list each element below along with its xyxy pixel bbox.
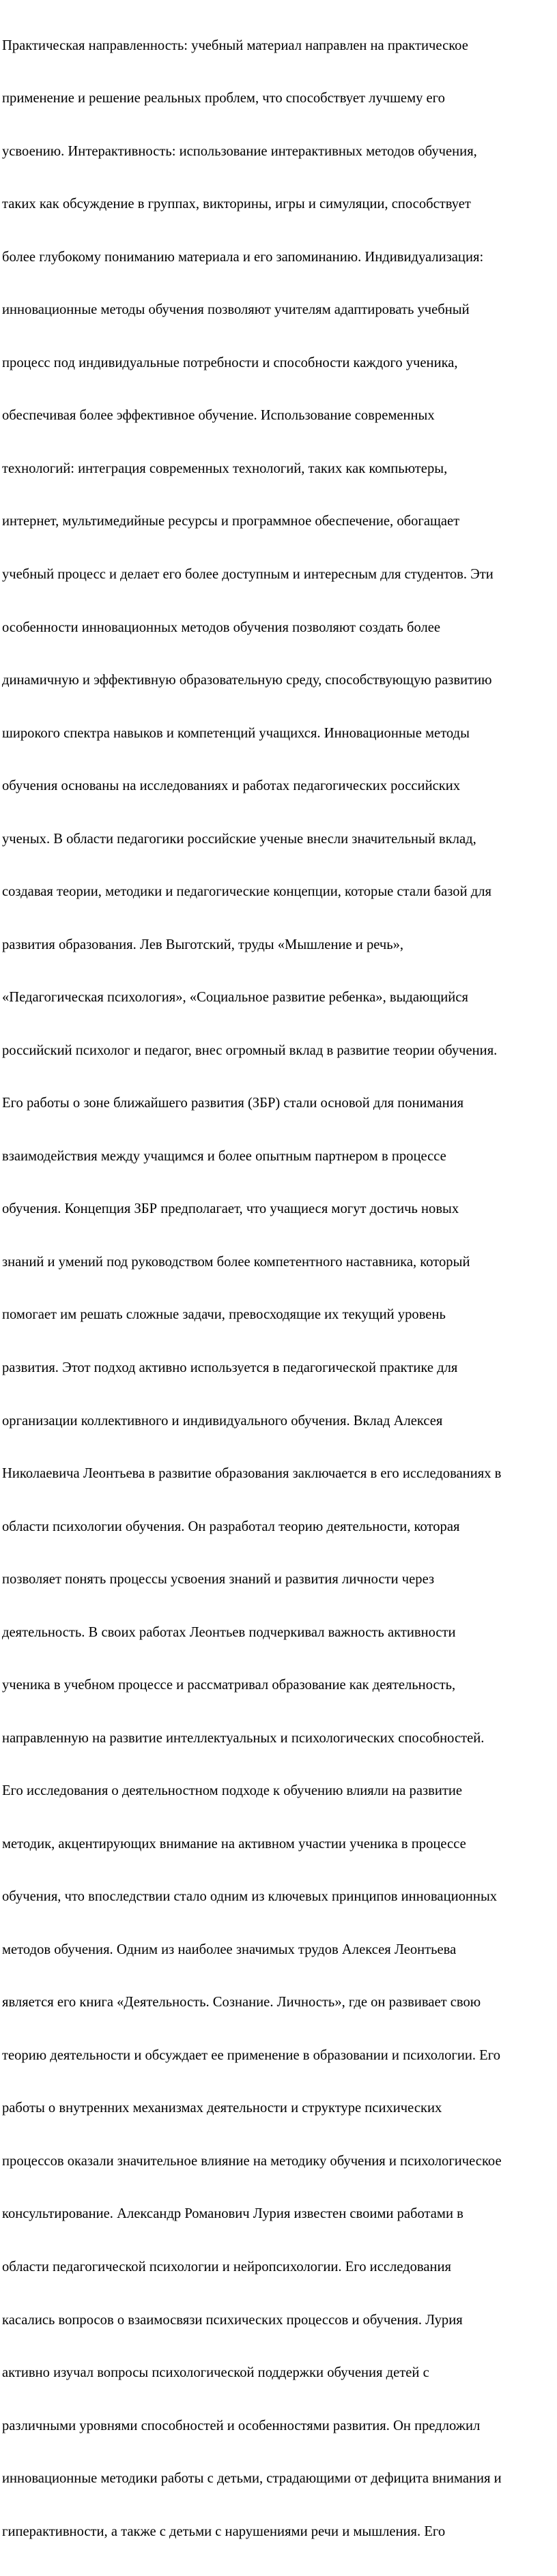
text-line: развития образования. Лев Выготский, труды «Мышление и речь», [2, 937, 404, 952]
text-line: различными уровнями способностей и особенностями развития. Он предложил [2, 2418, 481, 2433]
text-line: создавая теории, методики и педагогические концепции, которые стали базой для [2, 884, 491, 900]
text-line: Практическая направленность: учебный материал направлен на практическое [2, 38, 468, 53]
text-line: методик, акцентирующих внимание на активном участии ученика в процессе [2, 1836, 466, 1852]
body-paragraph [2, 0, 556, 2576]
text-line: Его исследования о деятельностном подходе к обучению влияли на развитие [2, 1783, 463, 1799]
text-line: более глубокому пониманию материала и его запоминанию. Индивидуализация: [2, 249, 484, 265]
text-line: обеспечивая более эффективное обучение. Использование современных [2, 408, 435, 424]
text-line: обучения основаны на исследованиях и работах педагогических российских [2, 778, 461, 794]
text-line: применение и решение реальных проблем, что способствует лучшему его [2, 91, 445, 106]
text-line: инновационные методики работы с детьми, страдающими от дефицита внимания и [2, 2471, 502, 2487]
text-line: Его работы о зоне ближайшего развития (ЗБР) стали основой для понимания [2, 1096, 464, 1111]
text-line: теорию деятельности и обсуждает ее применение в образовании и психологии. Его [2, 2047, 500, 2063]
text-line: процесс под индивидуальные потребности и способности каждого ученика, [2, 355, 458, 370]
text-line: организации коллективного и индивидуального обучения. Вклад Алексея [2, 1413, 443, 1429]
text-line: методов обучения. Одним из наиболее значимых трудов Алексея Леонтьева [2, 1942, 457, 1957]
text-line: взаимодействия между учащимся и более опытным партнером в процессе [2, 1148, 446, 1164]
text-line: российский психолог и педагог, внес огромный вклад в развитие теории обучения. [2, 1042, 498, 1058]
text-line: знаний и умений под руководством более компетентного наставника, который [2, 1254, 470, 1270]
text-line: Николаевича Леонтьева в развитие образования заключается в его исследованиях в [2, 1466, 502, 1482]
text-line: динамичную и эффективную образовательную среду, способствующую развитию [2, 673, 492, 688]
text-line: консультирование. Александр Романович Лурия известен своими работами в [2, 2206, 463, 2222]
text-line: развития. Этот подход активно используется в педагогической практике для [2, 1360, 458, 1375]
text-line: инновационные методы обучения позволяют учителям адаптировать учебный [2, 302, 470, 318]
text-line: «Педагогическая психология», «Социальное развитие ребенка», выдающийся [2, 990, 468, 1006]
text-line: области психологии обучения. Он разработал теорию деятельности, которая [2, 1519, 460, 1534]
text-line: процессов оказали значительное влияние на методику обучения и психологическое [2, 2153, 502, 2169]
text-line: таких как обсуждение в группах, викторины, игры и симуляции, способствует [2, 196, 471, 212]
text-line: интернет, мультимедийные ресурсы и программное обеспечение, обогащает [2, 514, 460, 529]
text-line: деятельность. В своих работах Леонтьев подчеркивал важность активности [2, 1624, 456, 1640]
text-line: направленную на развитие интеллектуальных и психологических способностей. [2, 1730, 485, 1746]
text-line: активно изучал вопросы психологической поддержки обучения детей с [2, 2365, 429, 2381]
text-line: является его книга «Деятельность. Сознание. Личность», где он развивает свою [2, 1995, 481, 2010]
text-line: работы о внутренних механизмах деятельности и структуре психических [2, 2101, 442, 2116]
text-line: обучения. Концепция ЗБР предполагает, что учащиеся могут достичь новых [2, 1201, 459, 1217]
text-line: учебный процесс и делает его более доступным и интересным для студентов. Эти [2, 567, 494, 582]
text-line: широкого спектра навыков и компетенций учащихся. Инновационные методы [2, 725, 470, 741]
text-line: гиперактивности, а также с детьми с нарушениями речи и мышления. Его [2, 2523, 446, 2539]
text-line: ученика в учебном процессе и рассматривал образование как деятельность, [2, 1678, 456, 1693]
text-line: касались вопросов о взаимосвязи психических процессов и обучения. Лурия [2, 2312, 463, 2328]
text-line: области педагогической психологии и нейропсихологии. Его исследования [2, 2259, 452, 2274]
text-line: усвоению. Интерактивность: использование интерактивных методов обучения, [2, 143, 477, 159]
text-line: обучения, что впоследствии стало одним из ключевых принципов инновационных [2, 1889, 498, 1905]
text-line: помогает им решать сложные задачи, превосходящие их текущий уровень [2, 1307, 446, 1323]
text-line: особенности инновационных методов обучения позволяют создать более [2, 619, 441, 635]
text-line: позволяет понять процессы усвоения знаний и развития личности через [2, 1572, 435, 1587]
text-line: ученых. В области педагогики российские ученые внесли значительный вклад, [2, 831, 476, 847]
text-line: технологий: интеграция современных технологий, таких как компьютеры, [2, 460, 448, 476]
document-page [2, 0, 556, 2539]
